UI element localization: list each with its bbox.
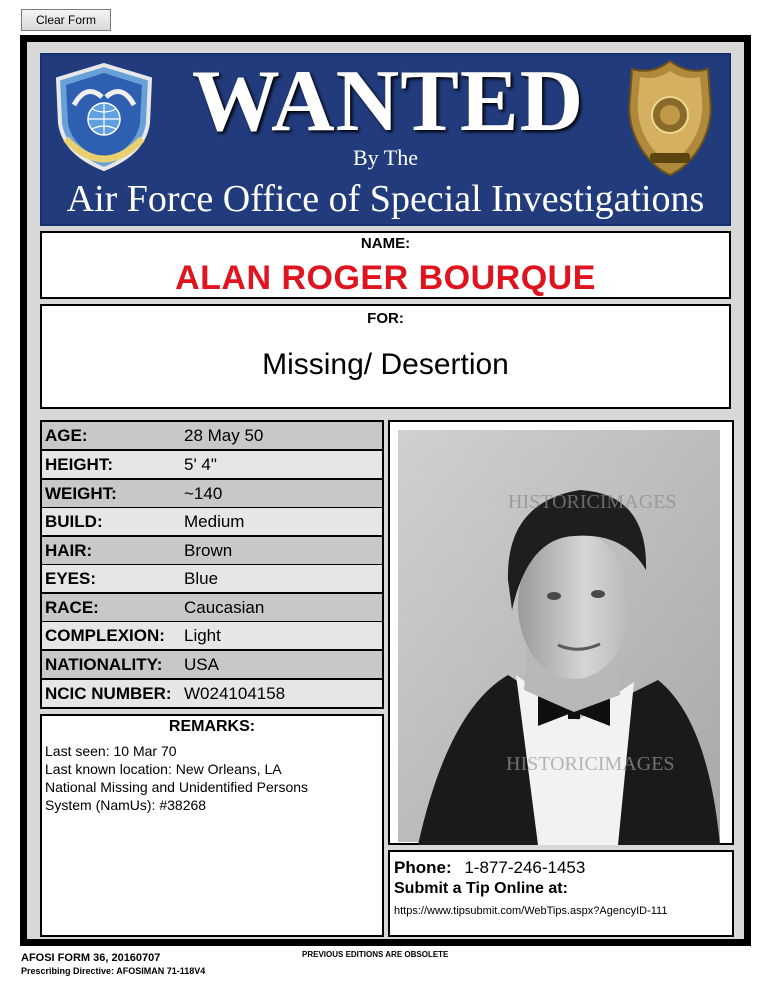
stat-value: ~140 [184,483,223,503]
name-section [40,231,731,299]
wanted-title: WANTED [191,53,585,150]
suspect-photo[interactable] [388,420,734,845]
prescribing-directive: Prescribing Directive: AFOSIMAN 71-118V4 [21,966,206,976]
stat-value: USA [184,654,219,674]
by-the-text: By The [353,145,418,170]
stat-label: HAIR: [45,540,93,560]
tip-url-link[interactable]: https://www.tipsubmit.com/WebTips.aspx?AgencyID-111 [394,905,668,917]
for-value[interactable]: Missing/ Desertion [262,348,509,381]
stat-value: Brown [184,540,233,560]
stat-label: NATIONALITY: [45,654,163,674]
photo-watermark-top: HISTORICIMAGES [508,491,677,513]
stat-row-hair[interactable] [42,537,382,564]
stat-label: NCIC NUMBER: [45,683,172,703]
stat-value: 28 May 50 [184,425,264,445]
remarks-line: Last known location: New Orleans, LA [45,761,282,777]
stat-label: HEIGHT: [45,454,113,474]
stat-row-nationality[interactable] [42,651,382,678]
tip-label: Submit a Tip Online at: [394,880,568,897]
clear-form-button[interactable]: Clear Form [21,9,111,31]
phone-line[interactable] [394,858,585,878]
poster-inner [27,42,744,939]
contact-section [388,850,734,937]
wanted-poster [20,35,751,946]
stat-row-weight[interactable] [42,480,382,507]
stat-label: COMPLEXION: [45,625,165,645]
form-number: AFOSI FORM 36, 20160707 [21,952,161,964]
stat-row-ncic-number[interactable] [42,680,382,707]
stat-row-age[interactable] [42,422,382,449]
remarks-text [45,742,375,814]
stat-row-height[interactable] [42,451,382,478]
obsolete-notice: PREVIOUS EDITIONS ARE OBSOLETE [302,950,449,959]
remarks-line: National Missing and Unidentified Persons [45,779,309,795]
name-value[interactable]: ALAN ROGER BOURQUE [175,259,596,297]
stat-value: 5' 4" [184,454,217,474]
stat-row-build[interactable] [42,508,382,535]
stat-label: RACE: [45,597,99,617]
stat-value: Medium [184,511,245,531]
stat-row-race[interactable] [42,594,382,621]
for-section [40,304,731,409]
stat-row-complexion[interactable] [42,622,382,649]
stat-row-eyes[interactable] [42,565,382,592]
remarks-section[interactable] [40,714,384,937]
name-label: NAME: [360,235,411,252]
stat-label: EYES: [45,568,97,588]
stat-value: Light [184,625,221,645]
stat-label: BUILD: [45,511,103,531]
remarks-title: REMARKS: [168,718,256,735]
stat-value: W024104158 [184,683,286,703]
remarks-line: Last seen: 10 Mar 70 [45,743,177,759]
phone-label: Phone: [394,858,452,877]
header-banner [40,53,731,226]
stats-table [40,420,384,709]
stat-value: Blue [184,568,219,588]
photo-watermark-bottom: HISTORICIMAGES [506,753,675,775]
special-agent-badge-icon [626,57,714,177]
remarks-line: System (NamUs): #38268 [45,797,207,813]
stat-label: WEIGHT: [45,483,117,503]
agency-name: Air Force Office of Special Investigations [66,178,705,220]
phone-number[interactable]: 1-877-246-1453 [464,858,586,877]
stat-value: Caucasian [184,597,265,617]
stat-label: AGE: [45,425,88,445]
for-label: FOR: [367,310,404,327]
